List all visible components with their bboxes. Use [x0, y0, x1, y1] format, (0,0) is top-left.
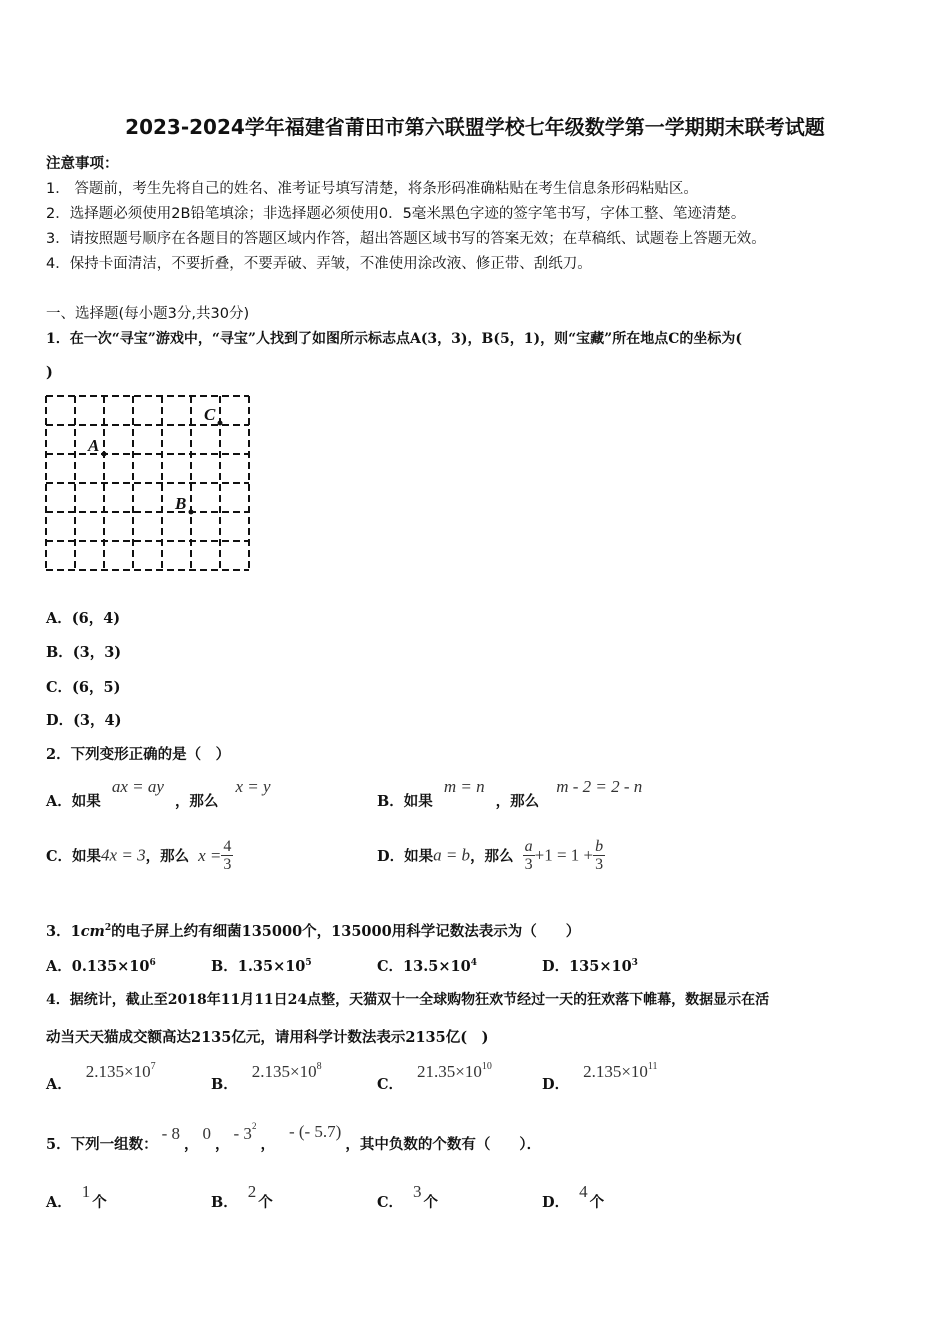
q5-n1: - 8 — [161, 1124, 181, 1143]
q5-option-d — [542, 1182, 605, 1212]
q1-option-b: B．(3，3) — [46, 644, 122, 661]
point-b-label: B — [175, 494, 187, 513]
q4-a-base: 2.135×10 — [85, 1062, 151, 1081]
q5-option-a — [46, 1182, 107, 1212]
q4-b-exp: 8 — [316, 1061, 322, 1073]
q4-c-base: 21.35×10 — [417, 1062, 482, 1081]
q5-b-num: 2 — [247, 1182, 257, 1201]
q1-stem-line2: ) — [46, 364, 53, 381]
q5-d-unit: 个 — [589, 1194, 605, 1211]
q2-option-d — [377, 838, 605, 873]
q5-n3-exp: 2 — [251, 1121, 257, 1132]
q5-a-num: 1 — [81, 1182, 91, 1201]
q2-b-then: ，那么 — [495, 793, 540, 810]
q2-a-prefix: A．如果 — [46, 793, 101, 810]
q2-option-a — [46, 777, 271, 811]
q4-d-exp: 11 — [647, 1061, 658, 1073]
q5-c3: ， — [260, 1136, 275, 1153]
point-a-marker — [102, 452, 107, 457]
q3-d-label: D．135×10 — [542, 958, 632, 975]
q2-d-then: ，那么 — [470, 848, 514, 865]
q3-option-b — [211, 955, 312, 976]
q1-stem-line1: 1．在一次“寻宝”游戏中，“寻宝”人找到了如图所示标志点A(3，3)，B(5，1)，则“宝藏”所在地点C的坐标为( — [46, 331, 742, 347]
point-c-label: C — [204, 405, 216, 424]
q4-a-exp: 7 — [150, 1061, 156, 1073]
q3-c-exp: 4 — [470, 958, 477, 969]
q5-pre: 5．下列一组数： — [46, 1136, 158, 1153]
q3-c-label: C．13.5×10 — [377, 958, 471, 975]
q3-b-label: B．1.35×10 — [211, 958, 306, 975]
q4-c-exp: 10 — [481, 1061, 492, 1073]
q2-a-cond: ax = ay — [111, 777, 164, 796]
point-c-marker — [218, 421, 223, 426]
notice-heading: 注意事项： — [46, 156, 119, 172]
q2-d-d2: 3 — [595, 856, 604, 873]
q5-n4: - (- 5.7) — [288, 1122, 342, 1141]
q2-option-b — [377, 777, 643, 811]
q2-d-n1: a — [524, 838, 533, 855]
notice-item-3: 3．请按照题号顺序在各题目的答题区域内作答，超出答题区域书写的答案无效；在草稿纸、试题卷上答题无效。 — [46, 231, 766, 247]
q2-c-den: 3 — [223, 856, 232, 873]
q5-a-unit: 个 — [92, 1194, 107, 1211]
q2-b-cond: m = n — [443, 777, 485, 796]
page-title: 2023-2024学年福建省莆田市第六联盟学校七年级数学第一学期期末联考试题 — [125, 115, 825, 139]
q2-d-fraction-1 — [523, 838, 535, 873]
point-a-label: A — [88, 436, 100, 455]
point-b-marker — [189, 510, 194, 515]
q2-d-n2: b — [595, 838, 604, 855]
q3-a-label: A．0.135×10 — [46, 958, 150, 975]
q2-d-fraction-2 — [593, 838, 605, 873]
notice-item-4: 4．保持卡面清洁，不要折叠，不要弄破、弄皱，不准使用涂改液、修正带、刮纸刀。 — [46, 256, 592, 272]
q5-c2: ， — [215, 1136, 230, 1153]
q5-c-num: 3 — [413, 1182, 422, 1201]
q5-option-c — [377, 1182, 439, 1212]
q4-stem-line2: 动当天天猫成交额高达2135亿元，请用科学计数法表示2135亿( ) — [46, 1029, 489, 1046]
q2-c-cond: 4x = 3 — [101, 845, 146, 865]
q3-b-exp: 5 — [305, 958, 312, 969]
q5-post: ，其中负数的个数有（ ）． — [345, 1136, 542, 1153]
q3-stem — [46, 920, 580, 941]
notice-item-2: 2．选择题必须使用2B铅笔填涂；非选择题必须使用0．5毫米黑色字迹的签字笔书写，字体工整、笔迹清楚。 — [46, 206, 746, 222]
q5-option-b — [211, 1182, 273, 1212]
q5-a-label: A． — [46, 1194, 72, 1211]
q4-d-label: D． — [542, 1076, 570, 1093]
q5-n3: - 3 — [233, 1124, 252, 1143]
section-heading: 一、选择题(每小题3分,共30分) — [46, 306, 250, 322]
q2-d-prefix: D．如果 — [377, 848, 434, 865]
q2-d-mid: +1 = 1 + — [534, 845, 594, 865]
q1-option-d: D．(3，4) — [46, 712, 122, 729]
q5-c-label: C． — [377, 1194, 404, 1211]
notice-item-1: 1． 答题前，考生先将自己的姓名、准考证号填写清楚，将条形码准确粘贴在考生信息条形码粘贴区。 — [46, 181, 698, 197]
q5-c1: ， — [184, 1136, 199, 1153]
q3-option-d — [542, 955, 638, 976]
q2-c-fraction — [221, 838, 233, 873]
q4-a-label: A． — [46, 1076, 72, 1093]
q4-stem-line1: 4．据统计，截止至2018年11月11日24点整，天猫双十一全球购物狂欢节经过一天的狂欢落下帷幕，数据显示在活 — [46, 992, 770, 1008]
q1-option-a: A．(6，4) — [46, 610, 121, 627]
q2-b-res: m - 2 = 2 - n — [556, 777, 643, 796]
q1-grid-figure — [43, 393, 253, 577]
q2-c-res-lhs: x = — [198, 845, 222, 865]
q2-b-prefix: B．如果 — [377, 793, 433, 810]
q5-stem — [46, 1121, 542, 1154]
q3-option-c — [377, 955, 477, 976]
q1-option-c: C．(6，5) — [46, 679, 121, 696]
q3-a-exp: 6 — [149, 958, 156, 969]
q4-b-base: 2.135×10 — [251, 1062, 317, 1081]
grid-points — [87, 405, 223, 515]
q5-b-unit: 个 — [258, 1194, 273, 1211]
q2-option-c — [46, 838, 233, 873]
q4-b-label: B． — [211, 1076, 238, 1093]
q5-c-unit: 个 — [423, 1194, 439, 1211]
q3-post: 的电子屏上约有细菌135000个，135000用科学记数法表示为（ ） — [111, 923, 581, 940]
q2-stem: 2．下列变形正确的是（ ） — [46, 746, 231, 763]
q5-n2: 0 — [202, 1124, 212, 1143]
q2-a-then: ，那么 — [174, 793, 219, 810]
q5-d-num: 4 — [579, 1182, 588, 1201]
q2-c-prefix: C．如果 — [46, 848, 102, 865]
q4-c-label: C． — [377, 1076, 404, 1093]
q3-option-a — [46, 955, 156, 976]
q4-d-base: 2.135×10 — [583, 1062, 648, 1081]
q2-a-res: x = y — [235, 777, 271, 796]
q3-unit-sup: 2 — [104, 923, 112, 934]
q2-c-num: 4 — [223, 838, 232, 855]
q2-d-cond: a = b — [433, 845, 471, 865]
q2-c-then: ，那么 — [145, 848, 190, 865]
q2-d-d1: 3 — [524, 856, 533, 873]
q3-unit: cm — [80, 923, 105, 940]
q5-d-label: D． — [542, 1194, 570, 1211]
q3-d-exp: 3 — [631, 958, 638, 969]
q5-b-label: B． — [211, 1194, 238, 1211]
q3-pre: 3．1 — [46, 923, 81, 940]
